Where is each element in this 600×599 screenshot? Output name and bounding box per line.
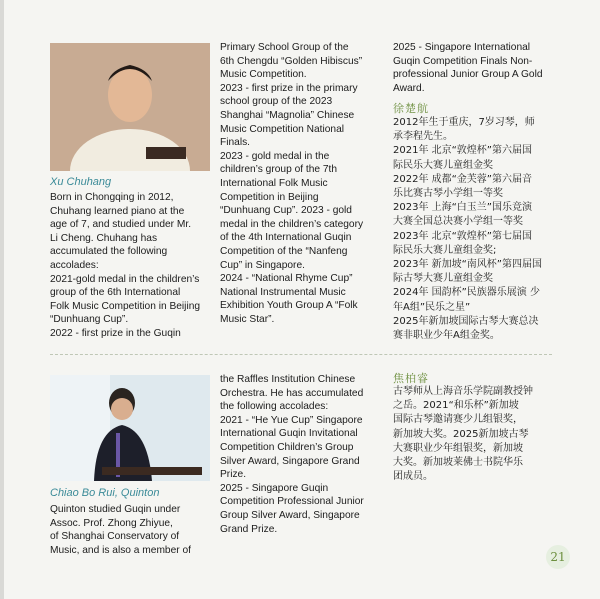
portrait-photo-xu-chuhang xyxy=(50,43,210,171)
performance-photo-chiao-bo-rui xyxy=(50,375,210,481)
page-edge-shadow xyxy=(0,0,4,599)
bio-column-2: the Raffles Institution Chinese Orchestra. He has accumulated the following accolades: 2021 - “He Yue Cup” Singapore International Guqin Invitational Competition Children’s Group Silver Award, Singapore Grand Prize. 2025 - Singapore Guqin Competition Professional Junior Group Silver Award, Singapore Grand Prize. xyxy=(220,374,364,535)
bio-chinese: 古琴师从上海音乐学院副教授钟 之岳。2021“和乐杯”新加坡 国际古琴邀请赛少儿组银奖， 新加坡大奖。2025新加坡古琴 大赛职业少年组银奖，新加坡 大奖。新加坡莱佛士书院华乐 团成员。 xyxy=(393,386,533,483)
bio-column-1: Born in Chongqing in 2012, Chuhang learned piano at the age of 7, and studied under Mr. Li Cheng. Chuhang has accumulated the following accolades: 2021-gold medal in the children’s group of the 6th International Folk Music Competition in Beijing “Dunhuang Cup”. 2022 - first prize in the Guqin xyxy=(50,192,201,339)
performer-name-chinese: 焦柏睿 xyxy=(393,372,429,385)
performer-name-chinese: 徐楚航 xyxy=(393,102,429,115)
performer-name-english: Chiao Bo Rui, Quinton xyxy=(50,487,160,499)
bio-column-2: Primary School Group of the 6th Chengdu “Golden Hibiscus” Music Competition. 2023 - first prize in the primary school group of the 2023 Shanghai “Magnolia” Chinese Music Competition National Finals. 2023 - gold medal in the children’s group of the 7th International Folk Music Competition in Beijing “Dunhuang Cup”. 2023 - gold medal in the children’s category of the 4th International Guqin Competition of the “Nanfeng Cup” in Singapore. 2024 - “National Rhyme Cup” National Instrumental Music Exhibition Youth Group A “Folk Music Star”. xyxy=(220,42,364,325)
bio-column-1: Quinton studied Guqin under Assoc. Prof. Zhong Zhiyue, of Shanghai Conservatory of Music, and is also a member of xyxy=(50,504,191,556)
bio-chinese: 2012年生于重庆，7岁习琴，师 承李程先生。 2021年 北京“敦煌杯”第六届国 际民乐大赛儿童组金奖 2022年 成都“金芙蓉”第六届音 乐比赛古琴小学组一等奖 2023年 上海“白玉兰”国乐竞演 大赛全国总决赛小学组一等奖 2023年 北京“敦煌杯”第七届国 际民乐大赛儿童组金奖; 2023年 新加坡“南风杯”第四届国 际古琴大赛儿童组金奖 2024年 国韵杯”民族器乐展演 少 年A组”民乐之星” 2025年新加坡国际古琴大赛总决 赛非职业少年A组金奖。 xyxy=(393,117,542,342)
performer-name-english: Xu Chuhang xyxy=(50,176,112,188)
section-divider xyxy=(50,354,552,355)
page-number: 21 xyxy=(546,545,570,569)
bio-column-3: 2025 - Singapore International Guqin Competition Finals Non- professional Junior Group A Gold Award. xyxy=(393,42,543,94)
